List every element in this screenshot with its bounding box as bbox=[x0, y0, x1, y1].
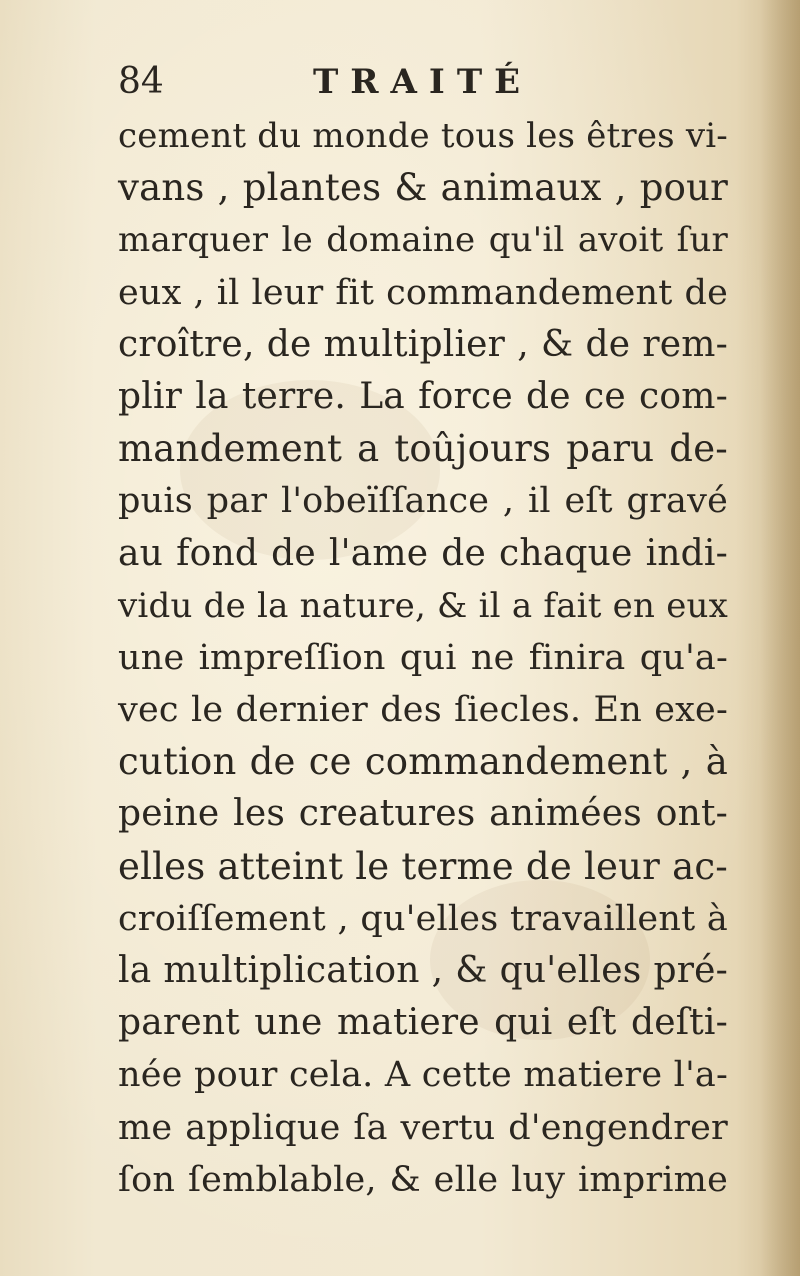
text-line: vidu de la nature, & il a fait en eux bbox=[118, 585, 728, 626]
text-line: croiſſement , qu'elles travaillent à bbox=[118, 898, 728, 939]
text-line: née pour cela. A cette matiere l'a- bbox=[118, 1055, 728, 1096]
text-line: mandement a toûjours paru de- bbox=[118, 427, 728, 471]
text-line: puis par l'obeïſſance , il eſt gravé bbox=[118, 481, 728, 522]
text-line: marquer le domaine qu'il avoit ſur bbox=[118, 220, 728, 261]
page-gutter-shadow bbox=[760, 0, 800, 1276]
text-line: elles atteint le terme de leur ac- bbox=[118, 844, 728, 888]
text-line: vec le dernier des ſiecles. En exe- bbox=[118, 690, 728, 731]
text-line: la multiplication , & qu'elles pré- bbox=[118, 950, 728, 991]
text-line: une impreſſion qui ne finira qu'a- bbox=[118, 637, 728, 678]
text-line: au fond de l'ame de chaque indi- bbox=[118, 532, 728, 574]
page-header bbox=[118, 52, 728, 112]
text-line: cution de ce commandement , à bbox=[118, 740, 728, 784]
text-line: cement du monde tous les êtres vi- bbox=[118, 116, 728, 156]
text-line: eux , il leur fit commandement de bbox=[118, 272, 728, 313]
text-line: vans , plantes & animaux , pour bbox=[118, 166, 728, 210]
page-number: 84 bbox=[118, 61, 164, 102]
text-line: peine les creatures animées ont- bbox=[118, 793, 728, 835]
running-title: TRAITÉ bbox=[313, 62, 533, 102]
text-line: croître, de multiplier , & de rem- bbox=[118, 323, 728, 365]
text-line: ſon ſemblable, & elle luy imprime bbox=[118, 1159, 728, 1200]
body-text bbox=[118, 110, 728, 1206]
text-line: parent une matiere qui eſt deſti- bbox=[118, 1002, 728, 1044]
text-line: me applique ſa vertu d'engendrer bbox=[118, 1107, 728, 1148]
text-line: plir la terre. La force de ce com- bbox=[118, 375, 728, 417]
